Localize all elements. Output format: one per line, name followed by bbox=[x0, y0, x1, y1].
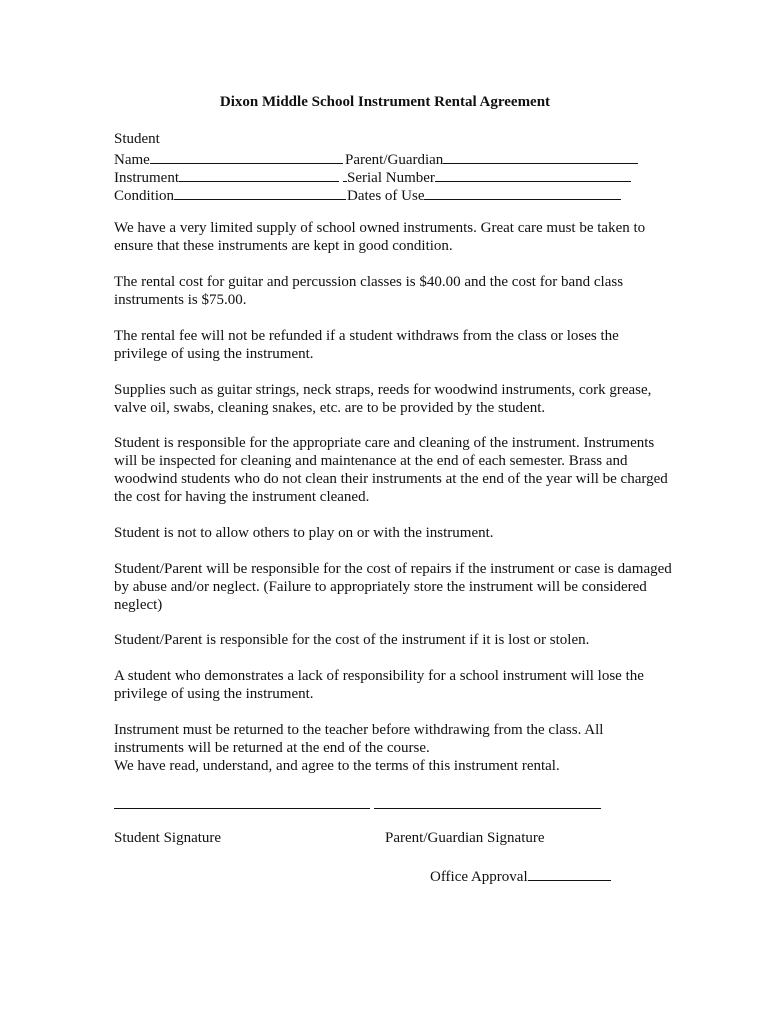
name-field[interactable] bbox=[150, 148, 343, 164]
instrument-label: Instrument bbox=[114, 170, 179, 186]
condition-field[interactable] bbox=[174, 184, 346, 200]
office-approval-label: Office Approval bbox=[430, 869, 528, 885]
paragraph-care-cleaning: Student is responsible for the appropriate care and cleaning of the instrument. Instruments will be inspected for cleaning and maintenance at the end of each semester. Brass and woodwind students who do not clean their instruments at the end of the year will be charged the cost for having the instrument cleaned. bbox=[114, 435, 668, 505]
paragraph-repairs: Student/Parent will be responsible for the cost of repairs if the instrument or case is damaged by abuse and/or neglect. (Failure to appropriately store the instrument will be considered neglect) bbox=[114, 561, 672, 613]
paragraph-refund: The rental fee will not be refunded if a student withdraws from the class or loses the privilege of using the instrument. bbox=[114, 328, 619, 362]
office-approval bbox=[430, 865, 611, 886]
serial-number-field[interactable] bbox=[435, 166, 631, 182]
dates-of-use-field[interactable] bbox=[424, 184, 621, 200]
serial-number-label: Serial Number bbox=[347, 170, 435, 186]
student-signature-line[interactable] bbox=[114, 808, 370, 809]
dates-of-use-label: Dates of Use bbox=[347, 188, 425, 204]
parent-guardian-field[interactable] bbox=[443, 148, 638, 164]
paragraph-others: Student is not to allow others to play on or with the instrument. bbox=[114, 525, 494, 541]
parent-guardian-label: Parent/Guardian bbox=[345, 152, 444, 168]
paragraph-lost-stolen: Student/Parent is responsible for the cost of the instrument if it is lost or stolen. bbox=[114, 632, 590, 648]
paragraph-agreement: We have read, understand, and agree to the terms of this instrument rental. bbox=[114, 758, 560, 774]
condition-label: Condition bbox=[114, 188, 175, 204]
student-info-fields bbox=[114, 130, 654, 202]
student-signature-label: Student Signature bbox=[114, 830, 222, 846]
instrument-field[interactable] bbox=[179, 166, 339, 182]
parent-signature-label: Parent/Guardian Signature bbox=[385, 830, 545, 846]
paragraph-rental-cost: The rental cost for guitar and percussion classes is $40.00 and the cost for band class instruments is $75.00. bbox=[114, 274, 624, 308]
paragraph-supplies: Supplies such as guitar strings, neck straps, reeds for woodwind instruments, cork grease, valve oil, swabs, cleaning snakes, etc. are to be provided by the student. bbox=[114, 382, 652, 416]
document-title: Dixon Middle School Instrument Rental Agreement bbox=[219, 94, 551, 110]
parent-signature-line[interactable] bbox=[374, 808, 601, 809]
paragraph-return: Instrument must be returned to the teacher before withdrawing from the class. All instruments will be returned at the end of the course. bbox=[114, 722, 604, 756]
office-approval-field[interactable] bbox=[528, 865, 611, 881]
name-label: Name bbox=[114, 152, 150, 168]
student-label: Student bbox=[114, 131, 160, 147]
paragraph-responsibility: A student who demonstrates a lack of responsibility for a school instrument will lose the privilege of using the instrument. bbox=[114, 668, 644, 702]
paragraph-supply: We have a very limited supply of school owned instruments. Great care must be taken to ensure that these instruments are kept in good condition. bbox=[114, 220, 646, 254]
